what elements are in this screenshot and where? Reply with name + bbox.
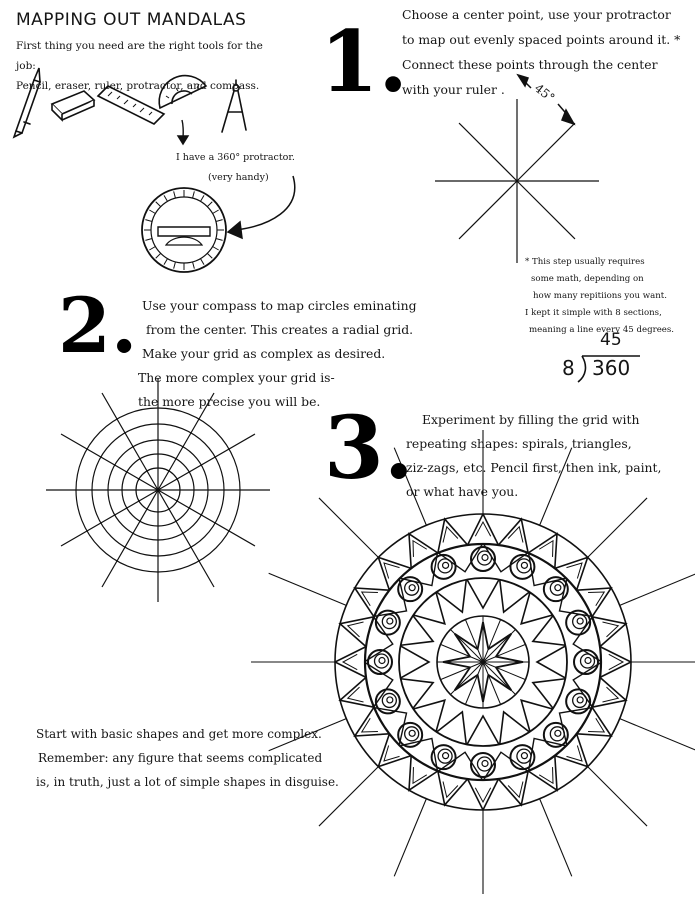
protractor-360-icon: [142, 188, 226, 272]
footnote-line: * This step usually requires: [525, 257, 645, 267]
division-dividend: 360: [592, 356, 631, 380]
division-quotient: 45: [600, 330, 622, 350]
arrow-icon: [178, 120, 188, 144]
step-line: or what have you.: [406, 484, 519, 499]
protractor-note-line: (very handy): [208, 172, 269, 183]
step-line: Use your compass to map circles eminating: [142, 298, 417, 313]
closing-line: Remember: any figure that seems complicated: [38, 751, 323, 765]
footnote-line: meaning a line every 45 degrees.: [529, 325, 675, 335]
step-line: Make your grid as complex as desired.: [142, 346, 386, 361]
step-two-text: [138, 294, 432, 414]
division-divisor: 8: [562, 356, 575, 380]
step-line: with your ruler .: [402, 82, 505, 97]
protractor-note-line: I have a 360° protractor.: [176, 152, 295, 163]
step-line: Connect these points through the center: [402, 57, 658, 72]
step-three-text: [406, 408, 691, 504]
step-line: to map out evenly spaced points around it. *: [402, 32, 681, 47]
footnote-line: some math, depending on: [531, 274, 644, 284]
footnote-line: how many repitiions you want.: [533, 291, 667, 301]
footnote: [525, 254, 693, 339]
step-line: Choose a center point, use your protractor: [402, 7, 671, 22]
step-line: The more complex your grid is-: [138, 370, 335, 385]
step-two-number: 2.: [58, 281, 138, 370]
step-line: Experiment by filling the grid with: [422, 412, 640, 427]
closing-line: is, in truth, just a lot of simple shapes in disguise.: [36, 775, 339, 789]
step-line: the more precise you will be.: [138, 394, 321, 409]
step-one-number: 1.: [320, 12, 408, 111]
step-line: from the center. This creates a radial grid.: [146, 322, 414, 337]
step-line: repeating shapes: spirals, triangles,: [406, 436, 632, 451]
protractor-note: [176, 148, 316, 188]
intro-line: Pencil, eraser, ruler, protractor, and compass.: [16, 80, 260, 92]
step-three-number: 3.: [324, 398, 414, 499]
footnote-line: I kept it simple with 8 sections,: [525, 308, 662, 318]
page-title: MAPPING OUT MANDALAS: [16, 10, 247, 30]
closing-line: Start with basic shapes and get more complex.: [36, 727, 322, 741]
closing-text: [36, 722, 356, 794]
intro-text: [16, 36, 266, 96]
intro-line: First thing you need are the right tools for the job:: [16, 40, 263, 72]
step-line: ziz-zags, etc. Pencil first, then ink, paint,: [406, 460, 662, 475]
angle-label: 45°: [531, 80, 558, 106]
